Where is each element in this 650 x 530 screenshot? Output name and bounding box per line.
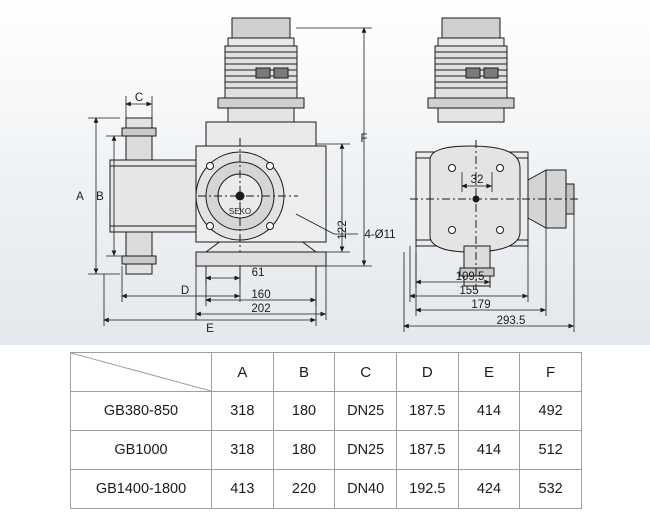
- front-elevation-view: [110, 18, 326, 274]
- dim-label-B: B: [96, 191, 104, 203]
- dim-label-E: E: [206, 323, 214, 335]
- table-cell-model: GB1000: [71, 431, 212, 470]
- table-cell-A: 413: [212, 470, 274, 509]
- dim-label-32: 32: [470, 174, 484, 186]
- table-header-A: A: [212, 353, 274, 392]
- dim-label-D: D: [180, 285, 190, 297]
- table-cell-A: 318: [212, 392, 274, 431]
- dim-label-109-5: 109.5: [455, 271, 485, 283]
- dim-label-61: 61: [251, 267, 265, 279]
- dim-label-hole: 4-Ø11: [364, 229, 396, 241]
- table-cell-A: 318: [212, 431, 274, 470]
- table-cell-model: GB1400-1800: [71, 470, 212, 509]
- dim-label-122: 122: [337, 220, 349, 240]
- table-header-E: E: [458, 353, 520, 392]
- table-cell-B: 180: [273, 392, 335, 431]
- dim-label-179: 179: [471, 299, 491, 311]
- table-header-D: D: [396, 353, 458, 392]
- table-cell-F: 512: [520, 431, 582, 470]
- dim-label-160: 160: [251, 289, 271, 301]
- dim-label-C: C: [134, 92, 144, 104]
- table-cell-C: DN25: [335, 431, 397, 470]
- table-cell-D: 192.5: [396, 470, 458, 509]
- pump-logo-text: SEKO: [228, 207, 252, 216]
- dim-label-293-5: 293.5: [496, 315, 526, 327]
- table-corner-cell: [71, 353, 212, 392]
- table-header-F: F: [520, 353, 582, 392]
- table-cell-D: 187.5: [396, 392, 458, 431]
- table-cell-D: 187.5: [396, 431, 458, 470]
- table-header-row: [71, 353, 582, 392]
- dim-label-202: 202: [251, 303, 271, 315]
- table-header-B: B: [273, 353, 335, 392]
- table-row: [71, 470, 582, 509]
- table-cell-B: 220: [273, 470, 335, 509]
- table-cell-E: 424: [458, 470, 520, 509]
- table-cell-C: DN40: [335, 470, 397, 509]
- dim-label-155: 155: [459, 285, 479, 297]
- dim-label-F: F: [360, 133, 368, 145]
- table-row: [71, 392, 582, 431]
- dim-label-A: A: [76, 191, 84, 203]
- table-cell-E: 414: [458, 431, 520, 470]
- dimension-spec-table-container: [70, 352, 582, 509]
- table-header-C: C: [335, 353, 397, 392]
- table-cell-C: DN25: [335, 392, 397, 431]
- table-cell-B: 180: [273, 431, 335, 470]
- table-cell-model: GB380-850: [71, 392, 212, 431]
- table-row: [71, 431, 582, 470]
- dimension-spec-table: [70, 352, 582, 509]
- table-cell-E: 414: [458, 392, 520, 431]
- table-cell-F: 532: [520, 470, 582, 509]
- table-cell-F: 492: [520, 392, 582, 431]
- side-elevation-view: [410, 18, 580, 290]
